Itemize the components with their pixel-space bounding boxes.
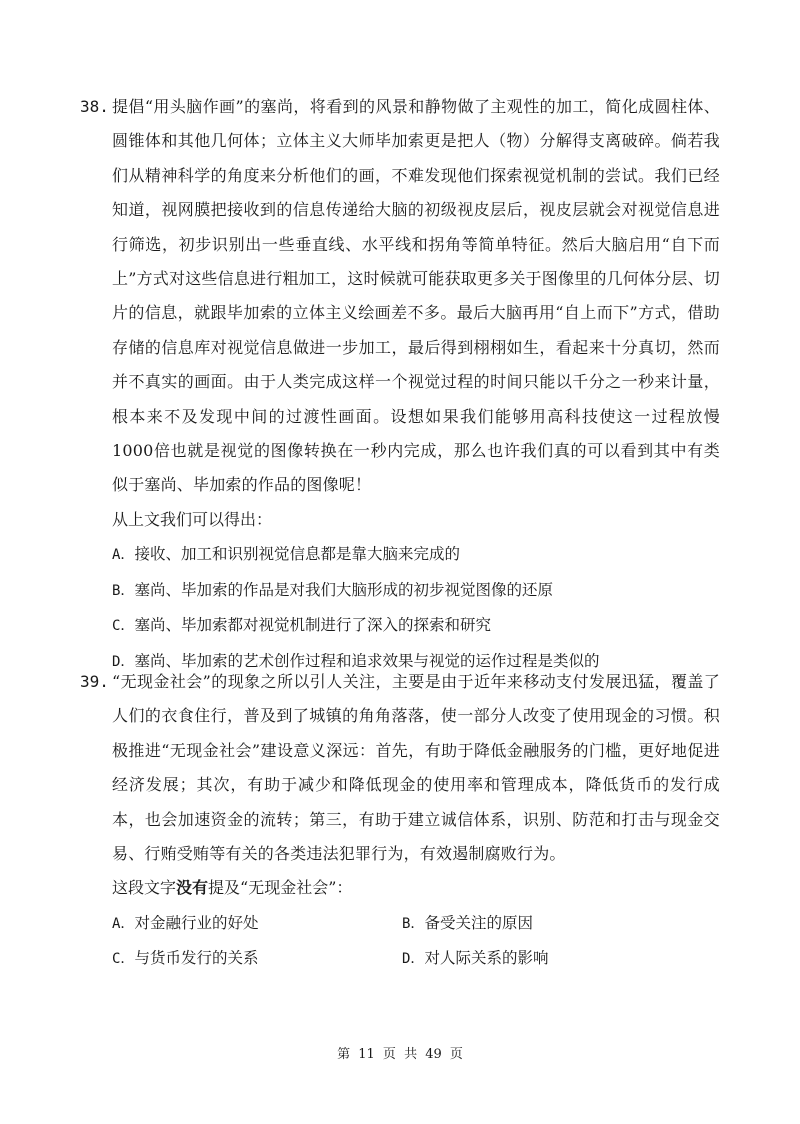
option-text: 塞尚、毕加索的作品是对我们大脑形成的初步视觉图像的还原 <box>134 580 553 599</box>
option-letter: B． <box>112 582 135 599</box>
options-grid <box>112 906 720 977</box>
page-footer: 第 11 页 共 49 页 <box>337 1047 463 1062</box>
option-b <box>402 906 692 941</box>
option-letter: C． <box>112 618 135 635</box>
question-38 <box>80 90 720 679</box>
option-text: 对金融行业的好处 <box>134 913 259 932</box>
option-d <box>402 941 692 976</box>
question-prompt <box>112 871 720 905</box>
option-a <box>112 537 720 572</box>
option-letter: A． <box>112 547 135 564</box>
option-letter: A． <box>112 915 135 932</box>
option-text: 塞尚、毕加索都对视觉机制进行了深入的探索和研究 <box>134 616 491 635</box>
option-b <box>112 573 720 608</box>
option-text: 备受关注的原因 <box>424 913 533 932</box>
question-prompt: 从上文我们可以得出： <box>112 509 273 529</box>
prompt-emphasis: 没有 <box>176 878 209 898</box>
option-text: 接收、加工和识别视觉信息都是靠大脑来完成的 <box>134 545 460 564</box>
option-c <box>112 941 402 976</box>
option-letter: D． <box>112 653 135 670</box>
option-letter: B． <box>402 915 425 932</box>
option-text: 塞尚、毕加索的艺术创作过程和追求效果与视觉的运作过程是类似的 <box>134 651 600 670</box>
question-number: 38. <box>80 97 109 116</box>
option-letter: D． <box>402 951 425 968</box>
option-text: 对人际关系的影响 <box>424 949 549 968</box>
question-paragraph: 提倡“用头脑作画”的塞尚，将看到的风景和静物做了主观性的加工，简化成圆柱体、圆锥体和其他几何体；立体主义大师毕加索更是把人（物）分解得支离破碎。倘若我们从精神科学的角度来分析他们的画，不难发现他们探索视觉机制的尝试。我们已经知道，视网膜把接收到的信息传递给大脑的初级视皮层后，视皮层就会对视觉信息进行筛选，初步识别出一些垂直线、水平线和拐角等简单特征。然后大脑启用“自下而上”方式对这些信息进行粗加工，这时候就可能获取更多关于图像里的几何体分层、切片的信息，就跟毕加索的立体主义绘画差不多。最后大脑再用“自上而下”方式，借助存储的信息库对视觉信息做进一步加工，最后得到栩栩如生，看起来十分真切，然而并不真实的画面。由于人类完成这样一个视觉过程的时间只能以千分之一秒来计量，根本来不及发现中间的过渡性画面。设想如果我们能够用高科技使这一过程放慢1000倍也就是视觉的图像转换在一秒内完成，那么也许我们真的可以看到其中有类似于塞尚、毕加索的作品的图像呢！ <box>112 97 720 495</box>
option-letter: C． <box>112 951 135 968</box>
question-paragraph: “无现金社会”的现象之所以引人关注，主要是由于近年来移动支付发展迅猛，覆盖了人们的衣食住行，普及到了城镇的角角落落，使一部分人改变了使用现金的习惯。积极推进“无现金社会”建设意义深远：首先，有助于降低金融服务的门槛，更好地促进经济发展；其次，有助于减少和降低现金的使用率和管理成本，降低货币的发行成本，也会加速资金的流转；第三，有助于建立诚信体系，识别、防范和打击与现金交易、行贿受贿等有关的各类违法犯罪行为，有效遏制腐败行为。 <box>112 672 720 864</box>
option-a <box>112 906 402 941</box>
question-39 <box>80 665 720 977</box>
prompt-post: 提及“无现金社会”： <box>208 878 353 898</box>
option-text: 与货币发行的关系 <box>134 949 259 968</box>
prompt-pre: 这段文字 <box>112 878 177 898</box>
option-c <box>112 608 720 643</box>
question-number: 39. <box>80 672 109 691</box>
